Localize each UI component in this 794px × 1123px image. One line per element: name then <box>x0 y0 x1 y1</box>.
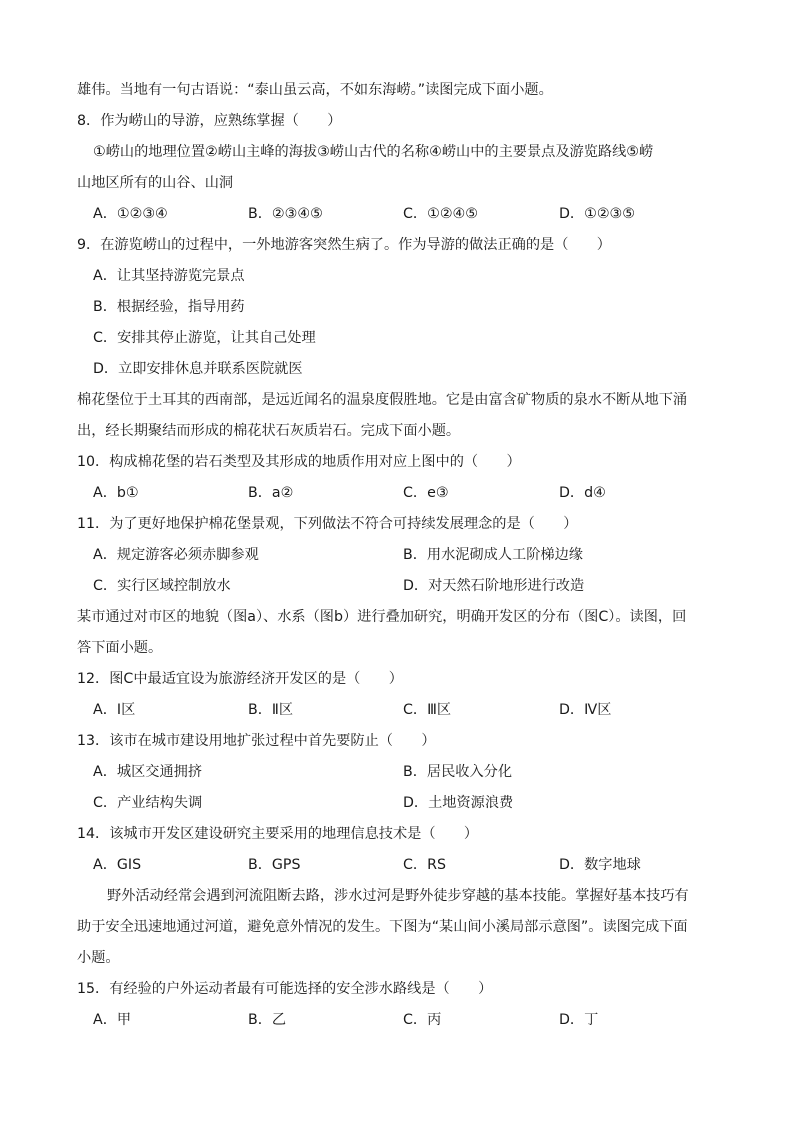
question-15-option-a: A．甲 <box>93 1012 132 1028</box>
question-9-option-c: C．安排其停止游览，让其自己处理 <box>93 330 316 346</box>
question-8-body-cont: 山地区所有的山谷、山洞 <box>77 175 234 191</box>
question-11-option-a: A．规定游客必须赤脚参观 <box>93 547 259 563</box>
intro-taishan: 雄伟。当地有一句古语说：“泰山虽云高，不如东海崂。”读图完成下面小题。 <box>77 82 553 98</box>
question-14-option-d: D．数字地球 <box>559 857 641 873</box>
question-13-option-a: A．城区交通拥挤 <box>93 764 203 780</box>
question-8-option-d: D．①②③⑤ <box>559 206 635 222</box>
question-10-option-c: C．e③ <box>403 485 449 501</box>
question-15-option-c: C．丙 <box>403 1012 442 1028</box>
intro-pamukkale-cont: 出，经长期聚结而形成的棉花状石灰质岩石。完成下面小题。 <box>77 423 461 439</box>
question-15-option-d: D．丁 <box>559 1012 599 1028</box>
intro-city-cont: 答下面小题。 <box>77 640 163 656</box>
question-10-option-a: A．b① <box>93 485 139 501</box>
question-13-stem: 13．该市在城市建设用地扩张过程中首先要防止（ ） <box>77 733 436 749</box>
question-9-option-b: B．根据经验，指导用药 <box>93 299 245 315</box>
intro-city: 某市通过对市区的地貌（图a）、水系（图b）进行叠加研究，明确开发区的分布（图C）。读图，回 <box>77 609 687 625</box>
question-11-option-d: D．对天然石阶地形进行改造 <box>403 578 585 594</box>
question-11-option-b: B．用水泥砌成人工阶梯边缘 <box>403 547 583 563</box>
question-12-option-b: B．Ⅱ区 <box>248 702 294 718</box>
question-10-option-b: B．a② <box>248 485 294 501</box>
question-13-option-d: D．土地资源浪费 <box>403 795 514 811</box>
intro-river-cont-2: 小题。 <box>77 950 120 966</box>
question-13-option-b: B．居民收入分化 <box>403 764 513 780</box>
intro-river: 野外活动经常会遇到河流阻断去路，涉水过河是野外徒步穿越的基本技能。掌握好基本技巧有 <box>107 888 689 904</box>
question-10-stem: 10．构成棉花堡的岩石类型及其形成的地质作用对应上图中的（ ） <box>77 454 521 470</box>
question-13-option-c: C．产业结构失调 <box>93 795 203 811</box>
question-12-option-d: D．Ⅳ区 <box>559 702 612 718</box>
question-10-option-d: D．d④ <box>559 485 606 501</box>
question-8-option-b: B．②③④⑤ <box>248 206 323 222</box>
question-9-option-a: A．让其坚持游览完景点 <box>93 268 245 284</box>
question-8-option-c: C．①②④⑤ <box>403 206 478 222</box>
intro-river-cont: 助于安全迅速地通过河道，避免意外情况的发生。下图为“某山间小溪局部示意图”。读图完成下面 <box>77 919 688 935</box>
question-14-option-c: C．RS <box>403 857 446 873</box>
question-8-body: ①崂山的地理位置②崂山主峰的海拔③崂山古代的名称④崂山中的主要景点及游览路线⑤崂 <box>93 144 654 160</box>
question-14-option-b: B．GPS <box>248 857 301 873</box>
question-9-option-d: D．立即安排休息并联系医院就医 <box>93 361 303 377</box>
question-12-option-a: A．I区 <box>93 702 136 718</box>
question-9-stem: 9．在游览崂山的过程中，一外地游客突然生病了。作为导游的做法正确的是（ ） <box>77 237 611 253</box>
question-12-stem: 12．图C中最适宜设为旅游经济开发区的是（ ） <box>77 671 403 687</box>
intro-pamukkale: 棉花堡位于土耳其的西南部，是远近闻名的温泉度假胜地。它是由富含矿物质的泉水不断从地下涌 <box>77 392 688 408</box>
question-14-stem: 14．该城市开发区建设研究主要采用的地理信息技术是（ ） <box>77 826 479 842</box>
question-11-stem: 11．为了更好地保护棉花堡景观，下列做法不符合可持续发展理念的是（ ） <box>77 516 578 532</box>
question-15-stem: 15．有经验的户外运动者最有可能选择的安全涉水路线是（ ） <box>77 981 493 997</box>
question-11-option-c: C．实行区域控制放水 <box>93 578 231 594</box>
question-8-stem: 8．作为崂山的导游，应熟练掌握（ ） <box>77 113 342 129</box>
question-12-option-c: C．Ⅲ区 <box>403 702 452 718</box>
question-15-option-b: B．乙 <box>248 1012 287 1028</box>
question-14-option-a: A．GIS <box>93 857 142 873</box>
question-8-option-a: A．①②③④ <box>93 206 168 222</box>
